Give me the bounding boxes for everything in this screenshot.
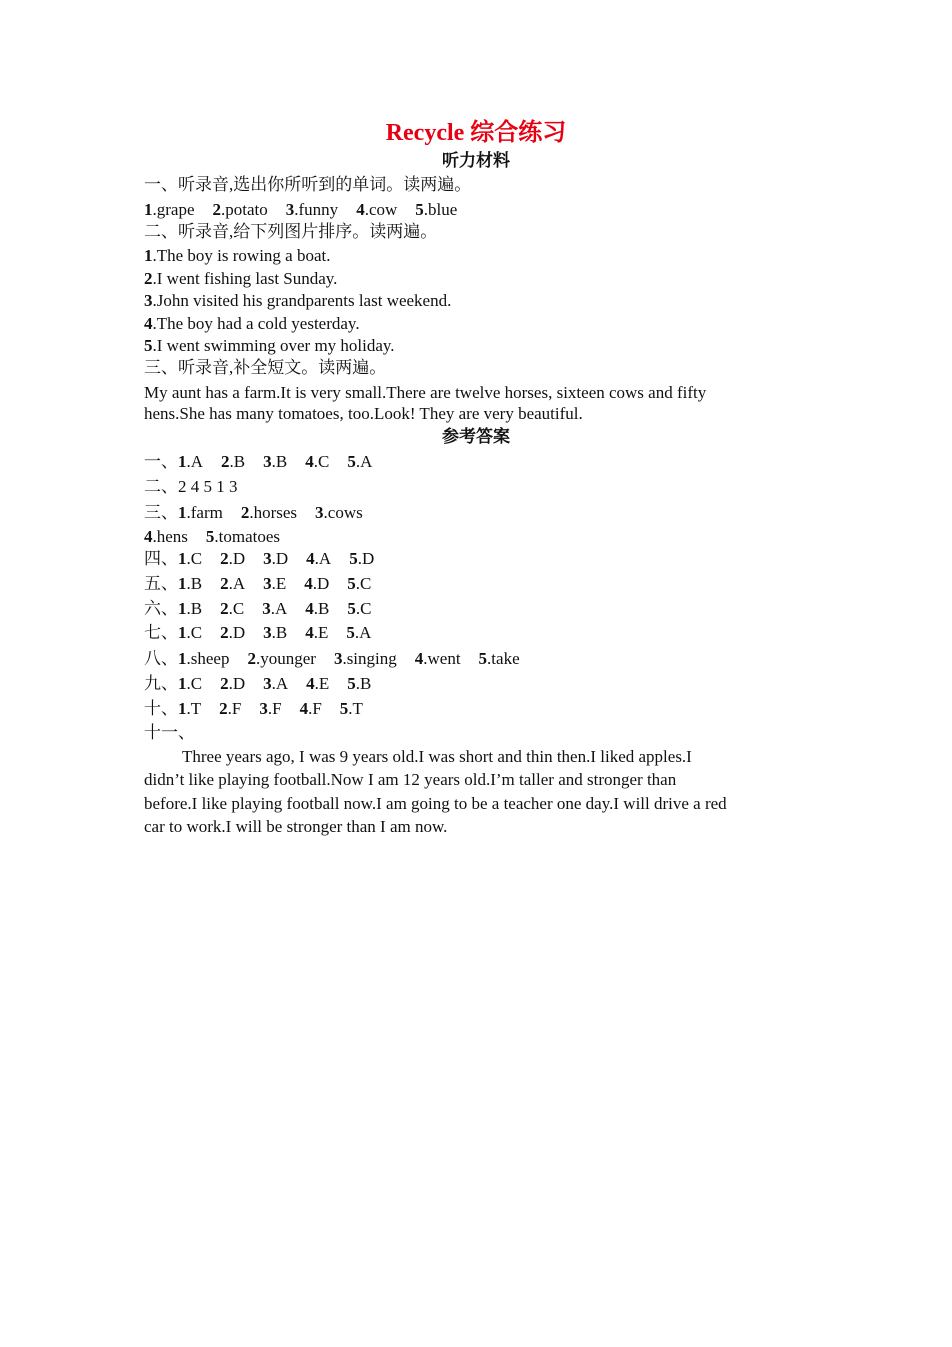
answer-item (178, 598, 202, 620)
item-text: .A (314, 549, 332, 568)
answer-label: 四、 (144, 549, 178, 568)
listening-sentence (144, 290, 451, 312)
answer-label: 三、 (144, 503, 178, 522)
item-number: 5 (346, 623, 355, 642)
item-text: .hens (152, 527, 188, 546)
answer-item (178, 573, 202, 595)
sentence-number: 1 (144, 246, 153, 265)
answer-item (347, 573, 371, 595)
answer-label: 九、 (144, 674, 178, 693)
item-text: .F (308, 699, 322, 718)
answer-item (315, 502, 363, 524)
answer-items (178, 674, 389, 693)
answer-items (178, 503, 381, 522)
item-number: 4 (305, 623, 314, 642)
item-number: 4 (356, 200, 365, 219)
answer-item (213, 199, 268, 221)
item-text: .F (267, 699, 282, 718)
item-text: .T (348, 699, 363, 718)
item-text: .E (314, 674, 330, 693)
item-text: .A (228, 574, 246, 593)
answer-row-3-cont (144, 526, 298, 548)
answer-item (178, 502, 223, 524)
answer-item (263, 673, 288, 695)
item-number: 2 (221, 452, 230, 471)
item-number: 2 (219, 699, 228, 718)
sentence-number: 3 (144, 291, 153, 310)
answer-row-3 (144, 502, 381, 524)
sentence-text: .John visited his grandparents last weekend. (152, 291, 452, 310)
answer-row-11-label: 十一、 (144, 723, 195, 742)
page-title: Recycle 综合练习 (385, 120, 567, 146)
answer-items (178, 623, 389, 642)
answer-item (144, 199, 195, 221)
item-number: 1 (178, 649, 187, 668)
answer-item (286, 199, 338, 221)
item-text: .younger (255, 649, 316, 668)
item-text: .farm (186, 503, 223, 522)
item-text: .take (487, 649, 520, 668)
section-3-text-line: hens.She has many tomatoes, too.Look! They are very beautiful. (144, 404, 583, 423)
item-number: 2 (220, 549, 229, 568)
item-number: 4 (414, 649, 424, 668)
answer-item (220, 573, 245, 595)
item-text: .A (186, 452, 204, 471)
item-text: .C (355, 574, 372, 593)
listening-sentence (144, 245, 331, 267)
item-text: .B (313, 599, 330, 618)
answer-label: 一、 (144, 452, 178, 471)
answer-row-5 (144, 573, 389, 595)
item-text: .C (186, 623, 203, 642)
sentence-text: .I went swimming over my holiday. (152, 336, 395, 355)
answer-row-6 (144, 598, 389, 620)
answer-item (144, 526, 188, 548)
item-number: 3 (263, 452, 272, 471)
answer-item (347, 451, 372, 473)
item-number: 2 (212, 200, 222, 219)
sentence-number: 2 (144, 269, 153, 288)
section-3-heading: 三、听录音,补全短文。读两遍。 (144, 358, 387, 377)
item-text: .D (271, 549, 289, 568)
answer-item (479, 648, 520, 670)
item-text: .A (271, 674, 289, 693)
answer-item (305, 598, 329, 620)
item-text: .B (186, 574, 203, 593)
item-text: .C (186, 674, 203, 693)
answer-item (306, 548, 331, 570)
item-text: .A (270, 599, 288, 618)
answer-items (178, 452, 390, 471)
answer-item (347, 673, 371, 695)
answer-item (178, 673, 202, 695)
item-text: .cow (364, 200, 398, 219)
answer-item (305, 451, 329, 473)
item-number: 5 (478, 649, 488, 668)
answer-item (346, 622, 371, 644)
item-text: .D (228, 674, 246, 693)
answer-item (306, 673, 329, 695)
answer-item (334, 648, 397, 670)
answer-item (304, 573, 329, 595)
item-number: 4 (144, 527, 153, 546)
item-text: .D (357, 549, 375, 568)
section-2-heading: 二、听录音,给下列图片排序。读两遍。 (144, 222, 438, 241)
answer-row-1 (144, 451, 390, 473)
item-number: 2 (220, 599, 229, 618)
item-text: .C (355, 599, 372, 618)
item-number: 2 (220, 623, 229, 642)
item-number: 5 (339, 699, 349, 718)
item-number: 4 (306, 674, 315, 693)
item-number: 3 (263, 549, 272, 568)
answer-item (347, 598, 371, 620)
item-number: 1 (178, 699, 187, 718)
item-text: .C (313, 452, 330, 471)
answer-items (178, 549, 392, 568)
item-number: 3 (263, 623, 272, 642)
answer-item (259, 698, 281, 720)
listening-sentence (144, 335, 395, 357)
paragraph-line: car to work.I will be stronger than I am now. (144, 817, 448, 836)
answer-item (178, 622, 202, 644)
item-number: 5 (349, 549, 358, 568)
item-text: .funny (294, 200, 339, 219)
paragraph-line: Three years ago, I was 9 years old.I was short and thin then.I liked apples.I (182, 747, 692, 766)
item-number: 5 (347, 674, 356, 693)
listening-header: 听力材料 (442, 151, 510, 171)
item-number: 5 (347, 599, 356, 618)
answer-item (220, 622, 245, 644)
answer-item (220, 598, 244, 620)
answer-row-10 (144, 698, 381, 720)
item-number: 3 (333, 649, 343, 668)
sentence-text: .The boy had a cold yesterday. (152, 314, 360, 333)
item-number: 5 (347, 574, 356, 593)
listening-sentence (144, 268, 337, 290)
sentence-text: .The boy is rowing a boat. (152, 246, 331, 265)
item-number: 1 (178, 452, 187, 471)
sentence-number: 5 (144, 336, 153, 355)
sentence-number: 4 (144, 314, 153, 333)
item-number: 3 (315, 503, 324, 522)
sentence-text: .I went fishing last Sunday. (152, 269, 338, 288)
answer-row-2: 二、2 4 5 1 3 (144, 477, 238, 496)
item-text: .D (228, 623, 246, 642)
item-text: .cows (323, 503, 363, 522)
answer-item (178, 548, 202, 570)
item-text: .D (228, 549, 246, 568)
item-text: .B (271, 623, 288, 642)
answer-items (178, 574, 389, 593)
item-number: 2 (247, 649, 256, 668)
item-text: .went (423, 649, 461, 668)
answer-item (262, 598, 287, 620)
answer-items (178, 599, 389, 618)
item-text: .horses (249, 503, 298, 522)
item-text: .C (228, 599, 245, 618)
answer-row-4 (144, 548, 392, 570)
item-text: .D (312, 574, 330, 593)
answer-item (263, 548, 288, 570)
answer-label: 七、 (144, 623, 178, 642)
answer-item (415, 199, 457, 221)
answer-label: 八、 (144, 649, 178, 668)
paragraph-line: didn’t like playing football.Now I am 12 years old.I’m taller and stronger than (144, 770, 677, 789)
answer-item (241, 502, 297, 524)
item-number: 1 (178, 599, 187, 618)
paragraph-line: before.I like playing football now.I am going to be a teacher one day.I will drive a red (144, 794, 727, 813)
item-number: 1 (178, 503, 187, 522)
answer-item (340, 698, 363, 720)
item-number: 4 (299, 699, 309, 718)
item-text: .singing (342, 649, 397, 668)
answer-items (178, 649, 538, 668)
item-number: 4 (305, 599, 314, 618)
answer-item (178, 698, 201, 720)
answer-item (178, 451, 203, 473)
item-number: 1 (178, 623, 187, 642)
item-number: 5 (415, 200, 424, 219)
answer-item (220, 548, 245, 570)
answer-label: 五、 (144, 574, 178, 593)
item-number: 4 (304, 574, 313, 593)
item-number: 3 (285, 200, 295, 219)
item-text: .B (186, 599, 203, 618)
item-number: 5 (347, 452, 356, 471)
answers-header: 参考答案 (442, 427, 510, 447)
item-number: 1 (178, 574, 187, 593)
item-text: .T (186, 699, 202, 718)
item-number: 4 (305, 452, 314, 471)
listening-sentence (144, 313, 360, 335)
item-number: 3 (263, 674, 272, 693)
item-text: .E (271, 574, 287, 593)
item-text: .A (354, 623, 372, 642)
section-3-text-line: My aunt has a farm.It is very small.There are twelve horses, sixteen cows and fifty (144, 383, 707, 402)
answer-item (221, 451, 245, 473)
answer-label: 十、 (144, 699, 178, 718)
item-text: .grape (152, 200, 195, 219)
section-1-heading: 一、听录音,选出你所听到的单词。读两遍。 (144, 175, 472, 194)
item-number: 3 (262, 599, 271, 618)
item-text: .tomatoes (214, 527, 281, 546)
answer-items (178, 699, 381, 718)
item-text: .potato (221, 200, 268, 219)
answer-item (263, 573, 286, 595)
answer-item (206, 526, 280, 548)
item-number: 1 (144, 200, 153, 219)
item-number: 1 (178, 549, 187, 568)
answer-row-7 (144, 622, 389, 644)
item-text: .C (186, 549, 203, 568)
item-number: 1 (178, 674, 187, 693)
answer-row-8 (144, 648, 538, 670)
section-1-items (144, 199, 475, 221)
answer-item (349, 548, 374, 570)
answer-item (263, 451, 287, 473)
answer-item (415, 648, 461, 670)
item-number: 5 (205, 527, 215, 546)
answer-item (356, 199, 397, 221)
answer-row-9 (144, 673, 389, 695)
item-number: 4 (306, 549, 315, 568)
answer-item (247, 648, 315, 670)
item-number: 3 (263, 574, 272, 593)
item-text: .F (227, 699, 242, 718)
answer-item (220, 673, 245, 695)
item-text: .sheep (186, 649, 230, 668)
answer-item (219, 698, 241, 720)
answer-item (305, 622, 328, 644)
item-number: 2 (220, 574, 229, 593)
item-number: 2 (220, 674, 229, 693)
answer-label: 六、 (144, 599, 178, 618)
item-text: .B (229, 452, 246, 471)
answer-item (178, 648, 229, 670)
item-number: 3 (259, 699, 268, 718)
item-text: .B (355, 674, 372, 693)
item-text: .blue (423, 200, 458, 219)
item-number: 2 (240, 503, 250, 522)
answer-item (263, 622, 287, 644)
item-text: .E (313, 623, 329, 642)
item-text: .B (271, 452, 288, 471)
answer-item (300, 698, 322, 720)
item-text: .A (355, 452, 373, 471)
